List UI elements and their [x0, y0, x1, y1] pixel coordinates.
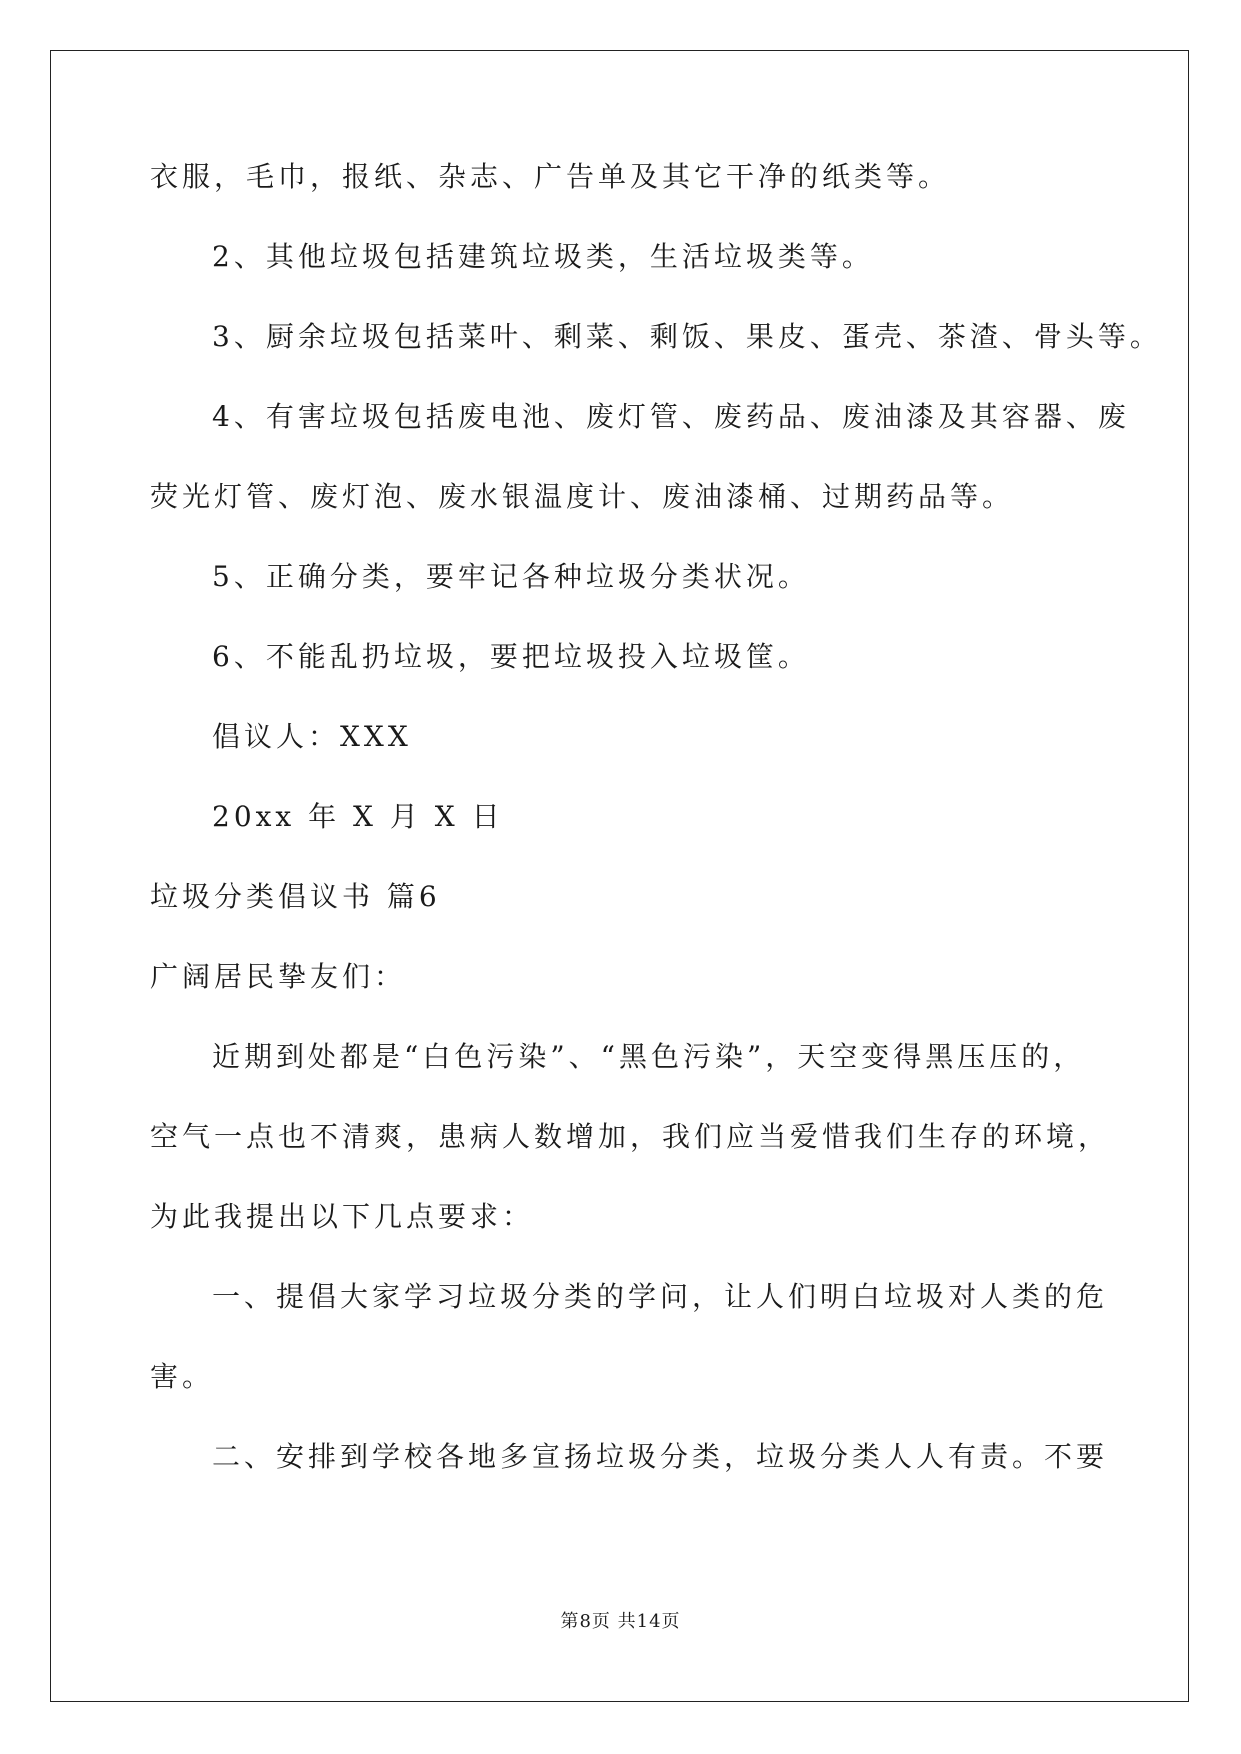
- text-line: 荧光灯管、废灯泡、废水银温度计、废油漆桶、过期药品等。: [150, 480, 1015, 513]
- text-line: 害。: [150, 1360, 215, 1393]
- text-line: 二、安排到学校各地多宣扬垃圾分类，垃圾分类人人有责。不要: [212, 1440, 1109, 1473]
- text-line: 5、正确分类，要牢记各种垃圾分类状况。: [212, 560, 810, 593]
- text-line: 衣服，毛巾，报纸、杂志、广告单及其它干净的纸类等。: [150, 160, 951, 193]
- text-line: 2、其他垃圾包括建筑垃圾类，生活垃圾类等。: [212, 240, 874, 273]
- page-number-footer: 第8页 共14页: [560, 1611, 681, 1632]
- text-line: 一、提倡大家学习垃圾分类的学问，让人们明白垃圾对人类的危: [212, 1280, 1109, 1313]
- text-line: 4、有害垃圾包括废电池、废灯管、废药品、废油漆及其容器、废: [212, 400, 1130, 433]
- text-line: 6、不能乱扔垃圾，要把垃圾投入垃圾筐。: [212, 640, 810, 673]
- text-line: 3、厨余垃圾包括菜叶、剩菜、剩饭、果皮、蛋壳、茶渣、骨头等。: [212, 320, 1162, 353]
- salutation: 广阔居民挚友们：: [150, 960, 407, 993]
- text-line: 空气一点也不清爽，患病人数增加，我们应当爱惜我们生存的环境，: [150, 1120, 1111, 1153]
- text-line: 近期到处都是“白色污染”、“黑色污染”，天空变得黑压压的，: [212, 1040, 1086, 1073]
- section-heading: 垃圾分类倡议书 篇6: [150, 880, 441, 913]
- text-line: 为此我提出以下几点要求：: [150, 1200, 535, 1233]
- signatory-line: 倡议人：XXX: [212, 720, 412, 753]
- date-line: 20xx 年 X 月 X 日: [212, 800, 504, 833]
